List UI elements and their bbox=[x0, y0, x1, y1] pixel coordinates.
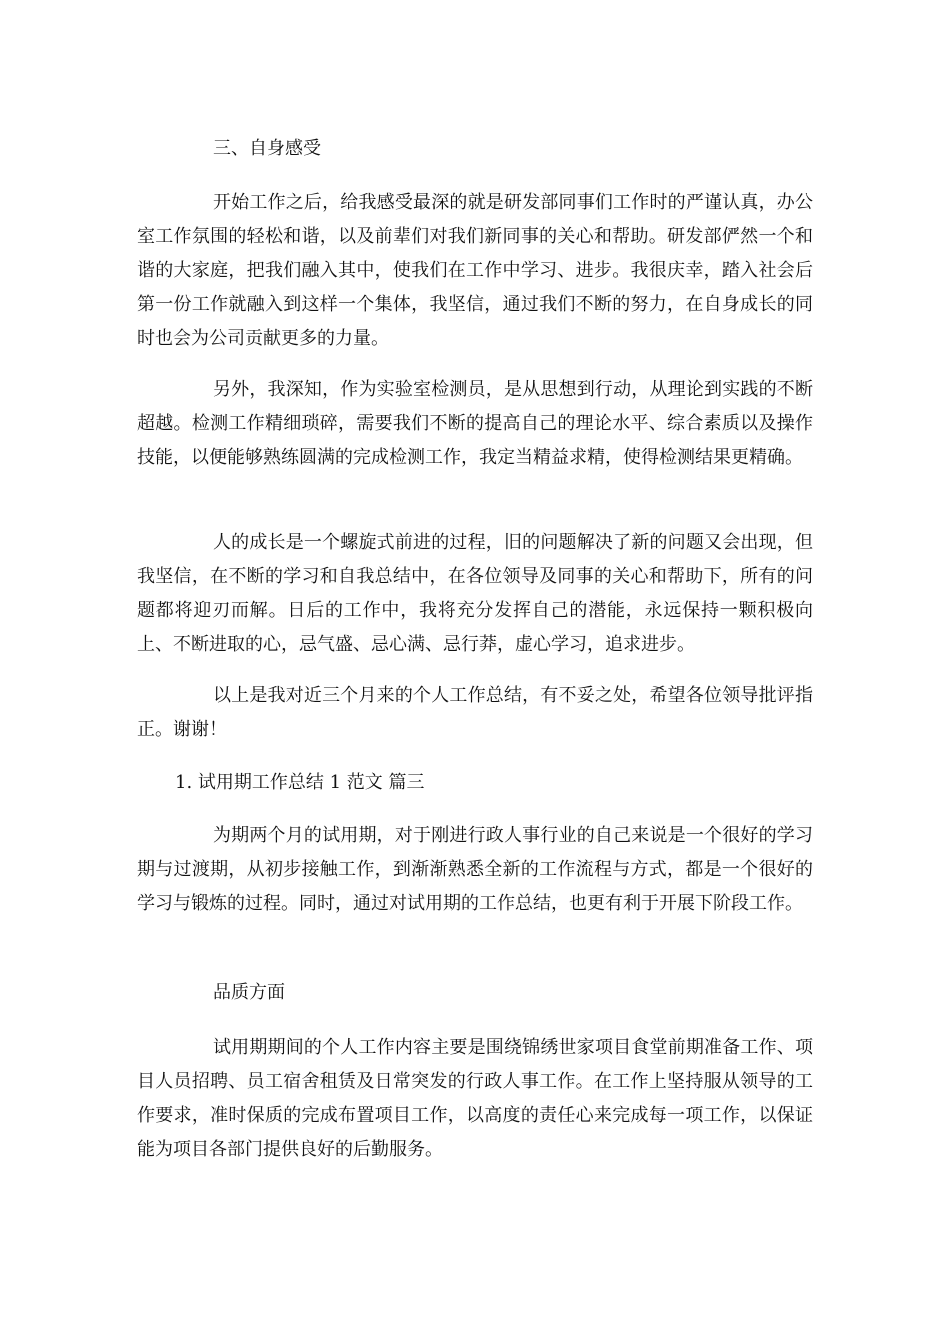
list-heading: 1. 试用期工作总结 1 范文 篇三 bbox=[175, 772, 425, 793]
subheading-quality: 品质方面 bbox=[213, 982, 285, 1003]
section-heading: 三、自身感受 bbox=[213, 138, 321, 159]
paragraph-lab-inspector: 另外，我深知，作为实验室检测员，是从思想到行动，从理论到实践的不断超越。检测工作精细琐碎，需要我们不断的提高自己的理论水平、综合素质以及操作技能，以便能够熟练圆满的完成检测工作，我定当精益求精，使得检测结果更精确。 bbox=[137, 379, 813, 468]
paragraph-quality: 试用期期间的个人工作内容主要是围绕锦绣世家项目食堂前期准备工作、项目人员招聘、员工宿舍租赁及日常突发的行政人事工作。在工作上坚持服从领导的工作要求，准时保质的完成布置项目工作，以高度的责任心来完成每一项工作，以保证能为项目各部门提供良好的后勤服务。 bbox=[137, 1037, 813, 1160]
paragraph-probation-intro: 为期两个月的试用期，对于刚进行政人事行业的自己来说是一个很好的学习期与过渡期，从初步接触工作，到渐渐熟悉全新的工作流程与方式，都是一个很好的学习与锻炼的过程。同时，通过对试用期的工作总结，也更有利于开展下阶段工作。 bbox=[137, 825, 813, 914]
paragraph-feelings: 开始工作之后，给我感受最深的就是研发部同事们工作时的严谨认真，办公室工作氛围的轻松和谐，以及前辈们对我们新同事的关心和帮助。研发部俨然一个和谐的大家庭，把我们融入其中，使我们在工作中学习、进步。我很庆幸，踏入社会后第一份工作就融入到这样一个集体，我坚信，通过我们不断的努力，在自身成长的同时也会为公司贡献更多的力量。 bbox=[137, 192, 813, 349]
paragraph-growth: 人的成长是一个螺旋式前进的过程，旧的问题解决了新的问题又会出现，但我坚信，在不断的学习和自我总结中，在各位领导及同事的关心和帮助下，所有的问题都将迎刃而解。日后的工作中，我将充分发挥自己的潜能，永远保持一颗积极向上、不断进取的心，忌气盛、忌心满、忌行莽，虚心学习，追求进步。 bbox=[137, 532, 813, 655]
paragraph-closing: 以上是我对近三个月来的个人工作总结，有不妥之处，希望各位领导批评指正。谢谢！ bbox=[137, 685, 813, 740]
